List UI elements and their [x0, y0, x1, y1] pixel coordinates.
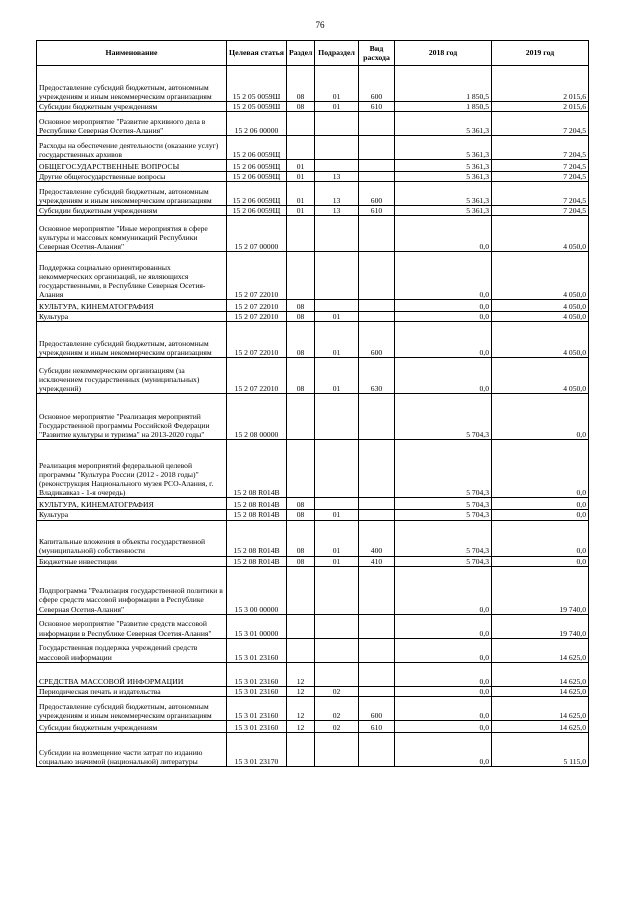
cell-name: Бюджетные инвестиции — [37, 556, 227, 566]
cell-subsection: 01 — [315, 102, 359, 112]
table-row — [37, 66, 589, 102]
cell-subsection — [315, 732, 359, 766]
cell-amount-2018: 0,0 — [395, 732, 492, 766]
table-row — [37, 614, 589, 638]
cell-amount-2019: 14 625,0 — [492, 662, 589, 686]
page-number: 76 — [315, 20, 325, 30]
cell-subsection — [315, 112, 359, 136]
cell-name: КУЛЬТУРА, КИНЕМАТОГРАФИЯ — [37, 300, 227, 312]
header-year-2019: 2019 год — [492, 41, 589, 66]
cell-subsection: 01 — [315, 510, 359, 520]
cell-name: Поддержка социально ориентированных некоммерческих организаций, не являющихся государственными, в Республике Северная Осетия-Алания — [37, 252, 227, 300]
cell-section: 01 — [287, 172, 315, 182]
cell-section — [287, 216, 315, 252]
cell-subsection: 01 — [315, 556, 359, 566]
cell-section: 12 — [287, 696, 315, 720]
cell-expense-type — [359, 498, 395, 510]
cell-amount-2019: 7 204,5 — [492, 182, 589, 206]
cell-name: Другие общегосударственные вопросы — [37, 172, 227, 182]
cell-subsection — [315, 614, 359, 638]
table-row — [37, 498, 589, 510]
cell-section — [287, 614, 315, 638]
cell-amount-2018: 0,0 — [395, 300, 492, 312]
cell-expense-type: 630 — [359, 358, 395, 394]
cell-amount-2019: 14 625,0 — [492, 720, 589, 732]
header-target-article: Целевая статья — [227, 41, 287, 66]
cell-amount-2018: 5 704,3 — [395, 394, 492, 440]
cell-amount-2018: 5 361,3 — [395, 172, 492, 182]
cell-expense-type — [359, 638, 395, 662]
cell-name: Расходы на обеспечение деятельности (оказание услуг) государственных архивов — [37, 136, 227, 160]
cell-amount-2018: 5 361,3 — [395, 182, 492, 206]
cell-section — [287, 732, 315, 766]
cell-section — [287, 252, 315, 300]
budget-table — [36, 40, 589, 767]
cell-section: 08 — [287, 498, 315, 510]
cell-amount-2018: 0,0 — [395, 686, 492, 696]
cell-amount-2019: 7 204,5 — [492, 172, 589, 182]
cell-amount-2019: 0,0 — [492, 510, 589, 520]
table-row — [37, 556, 589, 566]
cell-subsection — [315, 566, 359, 614]
table-row — [37, 732, 589, 766]
cell-name: Основное мероприятие "Иные мероприятия в сфере культуры и массовых коммуникаций Республики Северная Осетия-Алания" — [37, 216, 227, 252]
cell-amount-2018: 0,0 — [395, 696, 492, 720]
cell-section — [287, 136, 315, 160]
cell-amount-2019: 4 050,0 — [492, 358, 589, 394]
cell-expense-type — [359, 732, 395, 766]
cell-target-article: 15 2 07 22010 — [227, 358, 287, 394]
cell-section — [287, 638, 315, 662]
cell-expense-type — [359, 566, 395, 614]
cell-amount-2019: 4 050,0 — [492, 216, 589, 252]
cell-name: Государственная поддержка учреждений средств массовой информации — [37, 638, 227, 662]
cell-target-article: 15 3 01 23170 — [227, 732, 287, 766]
cell-amount-2019: 4 050,0 — [492, 312, 589, 322]
cell-subsection — [315, 440, 359, 498]
table-row — [37, 358, 589, 394]
cell-amount-2019: 2 015,6 — [492, 102, 589, 112]
cell-section: 08 — [287, 520, 315, 556]
cell-amount-2018: 5 361,3 — [395, 136, 492, 160]
cell-target-article: 15 2 06 0059Щ — [227, 172, 287, 182]
cell-subsection: 02 — [315, 696, 359, 720]
cell-amount-2019: 0,0 — [492, 394, 589, 440]
cell-subsection: 02 — [315, 686, 359, 696]
cell-subsection: 01 — [315, 322, 359, 358]
cell-amount-2019: 0,0 — [492, 520, 589, 556]
cell-amount-2019: 14 625,0 — [492, 638, 589, 662]
cell-target-article: 15 3 01 23160 — [227, 662, 287, 686]
table-row — [37, 216, 589, 252]
cell-target-article: 15 3 01 00000 — [227, 614, 287, 638]
cell-target-article: 15 2 06 0059Щ — [227, 136, 287, 160]
cell-subsection: 13 — [315, 182, 359, 206]
cell-amount-2018: 0,0 — [395, 566, 492, 614]
cell-expense-type — [359, 440, 395, 498]
cell-target-article: 15 2 07 00000 — [227, 216, 287, 252]
cell-amount-2019: 0,0 — [492, 440, 589, 498]
cell-subsection: 02 — [315, 720, 359, 732]
cell-name: Субсидии бюджетным учреждениям — [37, 102, 227, 112]
cell-section: 12 — [287, 720, 315, 732]
table-row — [37, 172, 589, 182]
cell-target-article: 15 2 05 0059Ш — [227, 102, 287, 112]
cell-expense-type: 600 — [359, 322, 395, 358]
cell-subsection — [315, 638, 359, 662]
cell-subsection — [315, 216, 359, 252]
cell-subsection — [315, 160, 359, 172]
cell-amount-2018: 0,0 — [395, 662, 492, 686]
cell-amount-2018: 0,0 — [395, 252, 492, 300]
cell-name: Предоставление субсидий бюджетным, автономным учреждениям и иным некоммерческим организациям — [37, 66, 227, 102]
cell-expense-type: 600 — [359, 66, 395, 102]
cell-target-article: 15 2 07 22010 — [227, 300, 287, 312]
cell-amount-2018: 5 704,3 — [395, 556, 492, 566]
cell-target-article: 15 2 07 22010 — [227, 322, 287, 358]
cell-name: СРЕДСТВА МАССОВОЙ ИНФОРМАЦИИ — [37, 662, 227, 686]
cell-amount-2019: 4 050,0 — [492, 300, 589, 312]
table-row — [37, 136, 589, 160]
cell-section: 08 — [287, 312, 315, 322]
cell-subsection: 01 — [315, 358, 359, 394]
cell-expense-type — [359, 136, 395, 160]
cell-subsection — [315, 300, 359, 312]
cell-amount-2019: 7 204,5 — [492, 160, 589, 172]
cell-name: Капитальные вложения в объекты государственной (муниципальной) собственности — [37, 520, 227, 556]
cell-target-article: 15 2 06 0059Щ — [227, 206, 287, 216]
cell-name: Подпрограмма "Реализация государственной политики в сфере средств массовой информации в Республике Северная Осетия-Алания" — [37, 566, 227, 614]
cell-section: 01 — [287, 206, 315, 216]
cell-amount-2019: 4 050,0 — [492, 252, 589, 300]
cell-target-article: 15 2 06 00000 — [227, 112, 287, 136]
cell-subsection: 01 — [315, 520, 359, 556]
cell-amount-2018: 5 361,3 — [395, 206, 492, 216]
cell-target-article: 15 2 06 0059Щ — [227, 160, 287, 172]
cell-expense-type — [359, 686, 395, 696]
cell-expense-type — [359, 216, 395, 252]
cell-section: 08 — [287, 102, 315, 112]
table-row — [37, 112, 589, 136]
table-row — [37, 182, 589, 206]
cell-target-article: 15 2 08 R014В — [227, 440, 287, 498]
cell-section: 12 — [287, 662, 315, 686]
cell-name: Субсидии некоммерческим организациям (за исключением государственных (муниципальных) учреждений) — [37, 358, 227, 394]
cell-target-article: 15 2 08 R014В — [227, 510, 287, 520]
cell-target-article: 15 2 07 22010 — [227, 312, 287, 322]
cell-amount-2019: 5 115,0 — [492, 732, 589, 766]
cell-target-article: 15 3 00 00000 — [227, 566, 287, 614]
cell-target-article: 15 2 06 0059Щ — [227, 182, 287, 206]
cell-target-article: 15 2 08 R014В — [227, 498, 287, 510]
cell-target-article: 15 2 05 0059Ш — [227, 66, 287, 102]
cell-amount-2019: 14 625,0 — [492, 686, 589, 696]
cell-name: Субсидии бюджетным учреждениям — [37, 720, 227, 732]
cell-section: 08 — [287, 66, 315, 102]
cell-section: 01 — [287, 160, 315, 172]
cell-amount-2019: 7 204,5 — [492, 136, 589, 160]
cell-amount-2019: 14 625,0 — [492, 696, 589, 720]
cell-amount-2018: 0,0 — [395, 614, 492, 638]
cell-name: Культура — [37, 510, 227, 520]
cell-target-article: 15 3 01 23160 — [227, 720, 287, 732]
table-row — [37, 686, 589, 696]
cell-section: 08 — [287, 322, 315, 358]
cell-subsection: 01 — [315, 312, 359, 322]
table-row — [37, 102, 589, 112]
cell-section — [287, 440, 315, 498]
table-row — [37, 160, 589, 172]
cell-section — [287, 112, 315, 136]
cell-amount-2018: 5 361,3 — [395, 112, 492, 136]
cell-name: Реализация мероприятий федеральной целевой программы "Культура России (2012 - 2018 годы)" (реконструкция Национального музея РСО-Алания, г. Владикавказ - 1-я очередь) — [37, 440, 227, 498]
cell-name: Основное мероприятие "Развитие средств массовой информации в Республике Северная Осетия-Алания" — [37, 614, 227, 638]
cell-subsection: 01 — [315, 66, 359, 102]
cell-amount-2019: 19 740,0 — [492, 566, 589, 614]
cell-section — [287, 566, 315, 614]
table-row — [37, 440, 589, 498]
cell-section: 08 — [287, 556, 315, 566]
table-row — [37, 696, 589, 720]
cell-amount-2019: 4 050,0 — [492, 322, 589, 358]
cell-amount-2018: 1 850,5 — [395, 102, 492, 112]
table-row — [37, 510, 589, 520]
cell-expense-type — [359, 510, 395, 520]
header-row — [37, 41, 589, 66]
cell-section: 08 — [287, 510, 315, 520]
cell-section — [287, 394, 315, 440]
cell-amount-2018: 5 704,3 — [395, 440, 492, 498]
cell-amount-2018: 5 704,3 — [395, 510, 492, 520]
cell-expense-type — [359, 160, 395, 172]
table-body — [37, 66, 589, 767]
cell-target-article: 15 3 01 23160 — [227, 638, 287, 662]
cell-target-article: 15 2 07 22010 — [227, 252, 287, 300]
cell-section: 01 — [287, 182, 315, 206]
cell-amount-2018: 0,0 — [395, 216, 492, 252]
cell-expense-type — [359, 394, 395, 440]
cell-expense-type: 610 — [359, 720, 395, 732]
header-year-2018: 2018 год — [395, 41, 492, 66]
cell-name: Субсидии на возмещение части затрат по изданию социально значимой (национальной) литературы — [37, 732, 227, 766]
cell-subsection — [315, 136, 359, 160]
cell-expense-type — [359, 662, 395, 686]
cell-name: Культура — [37, 312, 227, 322]
cell-amount-2019: 0,0 — [492, 556, 589, 566]
table-row — [37, 322, 589, 358]
cell-target-article: 15 3 01 23160 — [227, 696, 287, 720]
cell-amount-2018: 0,0 — [395, 638, 492, 662]
cell-name: Основное мероприятие "Развитие архивного дела в Республике Северная Осетия-Алания" — [37, 112, 227, 136]
cell-expense-type: 600 — [359, 182, 395, 206]
cell-expense-type — [359, 312, 395, 322]
cell-target-article: 15 2 08 00000 — [227, 394, 287, 440]
header-name: Наименование — [37, 41, 227, 66]
cell-amount-2018: 0,0 — [395, 322, 492, 358]
cell-amount-2018: 0,0 — [395, 720, 492, 732]
cell-subsection — [315, 498, 359, 510]
header-expense-type: Вид расхода — [359, 41, 395, 66]
cell-name: Периодическая печать и издательства — [37, 686, 227, 696]
cell-subsection — [315, 662, 359, 686]
cell-amount-2019: 0,0 — [492, 498, 589, 510]
cell-amount-2018: 5 704,3 — [395, 498, 492, 510]
header-section: Раздел — [287, 41, 315, 66]
cell-subsection — [315, 394, 359, 440]
cell-expense-type: 610 — [359, 206, 395, 216]
cell-name: КУЛЬТУРА, КИНЕМАТОГРАФИЯ — [37, 498, 227, 510]
table-row — [37, 520, 589, 556]
cell-target-article: 15 3 01 23160 — [227, 686, 287, 696]
cell-amount-2019: 19 740,0 — [492, 614, 589, 638]
cell-section: 08 — [287, 300, 315, 312]
cell-subsection — [315, 252, 359, 300]
cell-section: 12 — [287, 686, 315, 696]
cell-name: Предоставление субсидий бюджетным, автономным учреждениям и иным некоммерческим организациям — [37, 696, 227, 720]
cell-name: Субсидии бюджетным учреждениям — [37, 206, 227, 216]
table-row — [37, 206, 589, 216]
cell-amount-2018: 1 850,5 — [395, 66, 492, 102]
cell-amount-2018: 5 704,3 — [395, 520, 492, 556]
cell-expense-type: 410 — [359, 556, 395, 566]
table-row — [37, 252, 589, 300]
cell-subsection: 13 — [315, 172, 359, 182]
table-row — [37, 638, 589, 662]
table-row — [37, 720, 589, 732]
cell-expense-type: 610 — [359, 102, 395, 112]
cell-name: Предоставление субсидий бюджетным, автономным учреждениям и иным некоммерческим организациям — [37, 182, 227, 206]
cell-name: ОБЩЕГОСУДАРСТВЕННЫЕ ВОПРОСЫ — [37, 160, 227, 172]
cell-expense-type — [359, 112, 395, 136]
cell-amount-2018: 5 361,3 — [395, 160, 492, 172]
cell-expense-type — [359, 252, 395, 300]
table-row — [37, 300, 589, 312]
cell-expense-type: 600 — [359, 696, 395, 720]
cell-amount-2019: 2 015,6 — [492, 66, 589, 102]
cell-target-article: 15 2 08 R014В — [227, 556, 287, 566]
cell-name: Основное мероприятие "Реализация мероприятий Государственной программы Российской Федерации "Развитие культуры и туризма" на 2013-2020 годы" — [37, 394, 227, 440]
table-row — [37, 662, 589, 686]
cell-section: 08 — [287, 358, 315, 394]
cell-subsection: 13 — [315, 206, 359, 216]
cell-expense-type: 400 — [359, 520, 395, 556]
cell-expense-type — [359, 172, 395, 182]
cell-name: Предоставление субсидий бюджетным, автономным учреждениям и иным некоммерческим организациям — [37, 322, 227, 358]
cell-expense-type — [359, 614, 395, 638]
cell-amount-2019: 7 204,5 — [492, 206, 589, 216]
cell-target-article: 15 2 08 R014В — [227, 520, 287, 556]
table-row — [37, 566, 589, 614]
header-subsection: Подраздел — [315, 41, 359, 66]
table-row — [37, 394, 589, 440]
table-row — [37, 312, 589, 322]
cell-amount-2018: 0,0 — [395, 312, 492, 322]
cell-amount-2019: 7 204,5 — [492, 112, 589, 136]
cell-amount-2018: 0,0 — [395, 358, 492, 394]
cell-expense-type — [359, 300, 395, 312]
table-header — [37, 41, 589, 66]
